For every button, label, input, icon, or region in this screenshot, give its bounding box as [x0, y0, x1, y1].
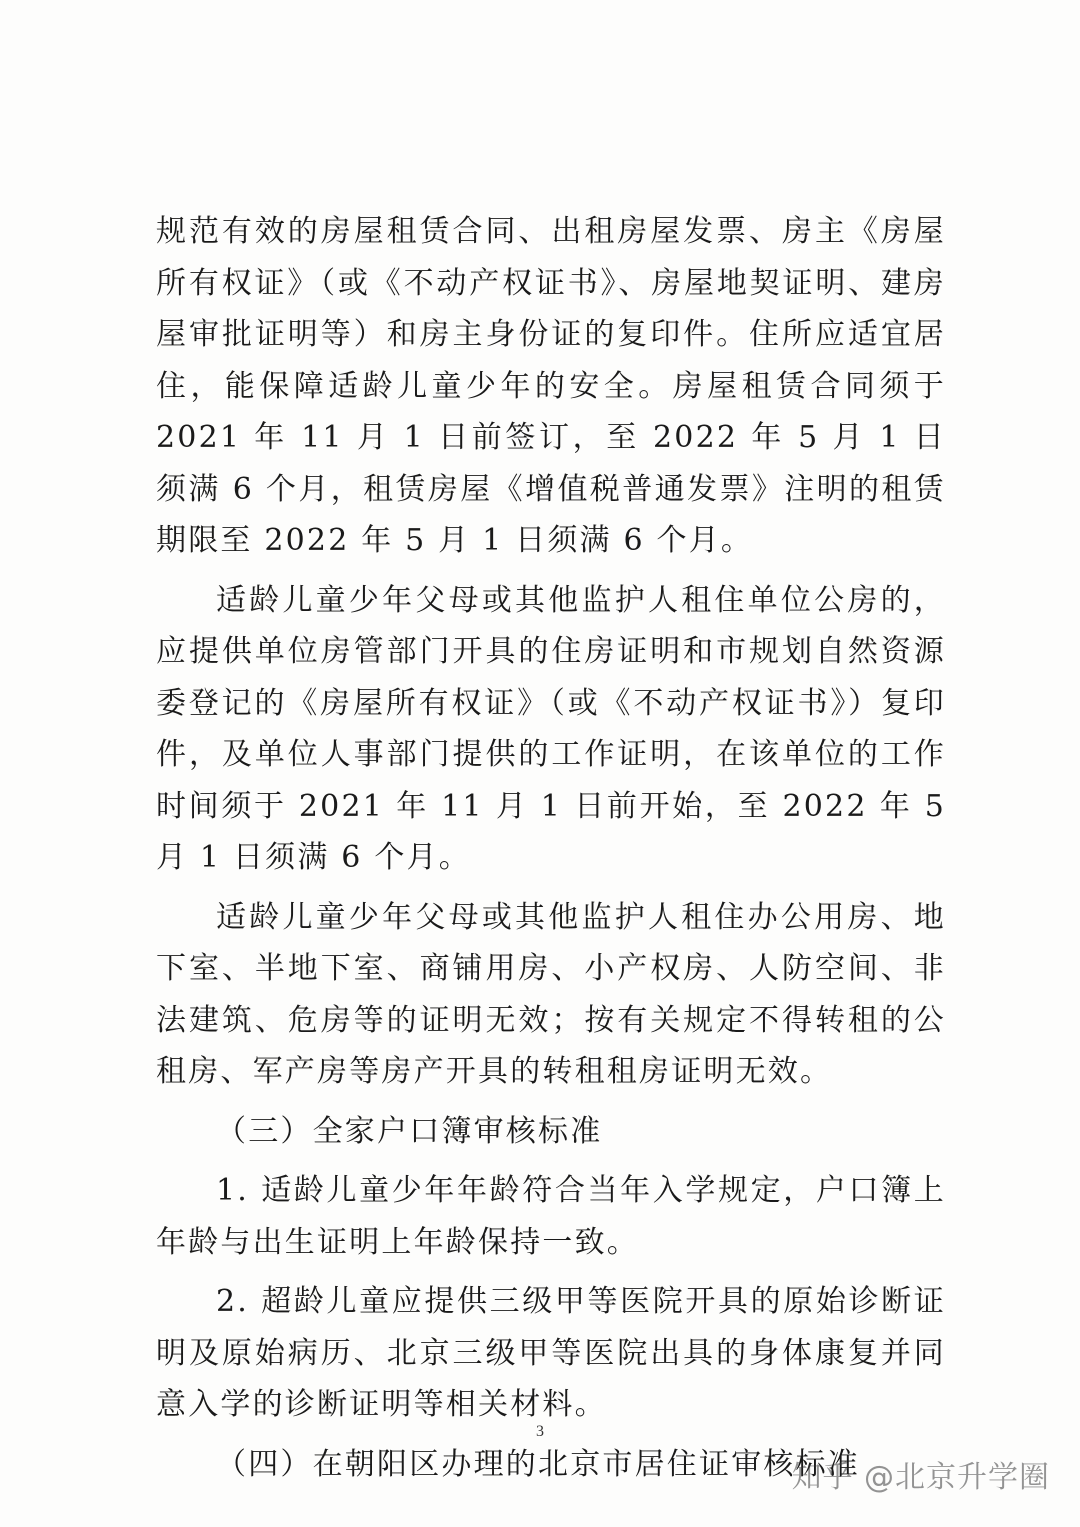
paragraph-public-housing: 适龄儿童少年父母或其他监护人租住单位公房的，应提供单位房管部门开具的住房证明和市规划自然资源委登记的《房屋所有权证》（或《不动产权证书》）复印件，及单位人事部门提供的工作证明，在该单位的工作时间须于 2021 年 11 月 1 日前开始，至 2022 年 5 月 1 日须满 6 个月。	[156, 582, 946, 875]
list-item-overage-rule: 2. 超龄儿童应提供三级甲等医院开具的原始诊断证明及原始病历、北京三级甲等医院出具的身体康复并同意入学的诊断证明等相关材料。	[156, 1284, 946, 1422]
page-number: 3	[536, 1423, 544, 1440]
section-heading-household-register: （三）全家户口簿审核标准	[216, 1113, 603, 1149]
list-item-age-rule: 1. 适龄儿童少年年龄符合当年入学规定，户口簿上年龄与出生证明上年龄保持一致。	[156, 1173, 946, 1260]
zhihu-watermark: 知乎 @北京升学圈	[791, 1460, 1050, 1495]
document-body	[156, 206, 946, 1490]
paragraph-rental-contract: 规范有效的房屋租赁合同、出租房屋发票、房主《房屋所有权证》（或《不动产权证书》、房屋地契证明、建房屋审批证明等）和房主身份证的复印件。住所应适宜居住，能保障适龄儿童少年的安全。房屋租赁合同须于 2021 年 11 月 1 日前签订，至 2022 年 5 月 1 日须满 6 个月，租赁房屋《增值税普通发票》注明的租赁期限至 2022 年 5 月 1 日须满 6 个月。	[156, 214, 946, 558]
paragraph-invalid-proofs: 适龄儿童少年父母或其他监护人租住办公用房、地下室、半地下室、商铺用房、小产权房、人防空间、非法建筑、危房等的证明无效；按有关规定不得转租的公租房、军产房等房产开具的转租租房证明无效。	[156, 899, 946, 1089]
section-heading-residence-permit: （四）在朝阳区办理的北京市居住证审核标准	[216, 1446, 860, 1482]
